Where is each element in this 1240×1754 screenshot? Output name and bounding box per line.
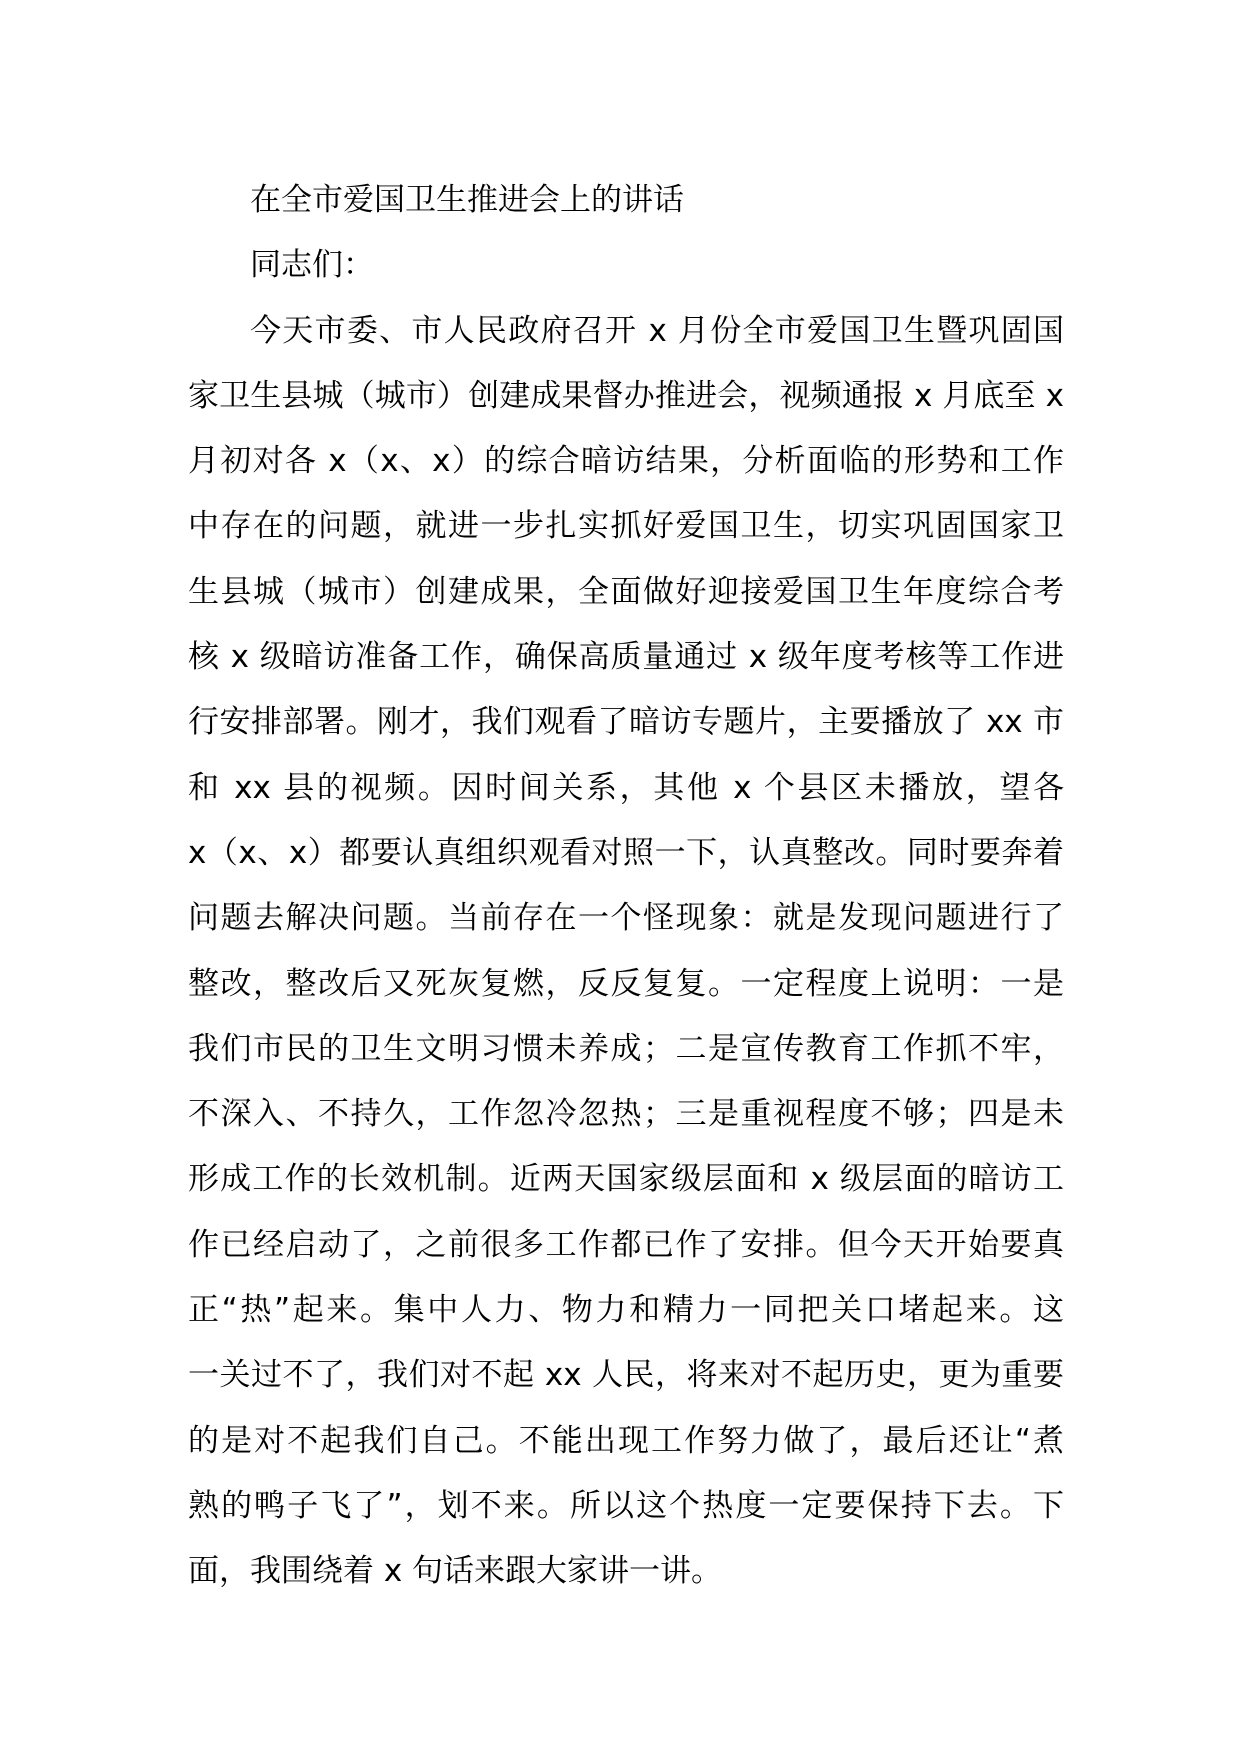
paragraph-line: 整改，整改后又死灰复燃，反反复复。一定程度上说明：一是: [188, 965, 1064, 1002]
paragraph-line: 的是对不起我们自己。不能出现工作努力做了，最后还让“煮: [188, 1422, 1064, 1459]
paragraph-line: 核 x 级暗访准备工作，确保高质量通过 x 级年度考核等工作进: [188, 639, 1064, 676]
paragraph-line: 正“热”起来。集中人力、物力和精力一同把关口堵起来。这: [188, 1292, 1064, 1329]
paragraph-line: 作已经启动了，之前很多工作都已作了安排。但今天开始要真: [188, 1226, 1064, 1263]
paragraph-line: 中存在的问题，就进一步扎实抓好爱国卫生，切实巩固国家卫: [188, 508, 1064, 545]
paragraph-line: 一关过不了，我们对不起 xx 人民，将来对不起历史，更为重要: [188, 1357, 1064, 1394]
paragraph-line: 我们市民的卫生文明习惯未养成；二是宣传教育工作抓不牢，: [188, 1030, 1064, 1067]
paragraph-line: x（x、x）都要认真组织观看对照一下，认真整改。同时要奔着: [188, 834, 1064, 871]
document-body: [188, 168, 1064, 1605]
paragraph-line: 不深入、不持久，工作忽冷忽热；三是重视程度不够；四是未: [188, 1096, 1064, 1133]
paragraph-line: 和 xx 县的视频。因时间关系，其他 x 个县区未播放，望各: [188, 769, 1064, 806]
paragraph-line: 月初对各 x（x、x）的综合暗访结果，分析面临的形势和工作: [188, 443, 1064, 480]
paragraph-line: 行安排部署。刚才，我们观看了暗访专题片，主要播放了 xx 市: [188, 704, 1064, 741]
paragraph-line: 问题去解决问题。当前存在一个怪现象：就是发现问题进行了: [188, 900, 1064, 937]
paragraph-line: 熟的鸭子飞了”，划不来。所以这个热度一定要保持下去。下: [188, 1487, 1064, 1524]
paragraph-line: 今天市委、市人民政府召开 x 月份全市爱国卫生暨巩固国: [250, 312, 1064, 349]
salutation: 同志们：: [250, 247, 374, 284]
paragraph-line: 形成工作的长效机制。近两天国家级层面和 x 级层面的暗访工: [188, 1161, 1064, 1198]
paragraph-line: 生县城（城市）创建成果，全面做好迎接爱国卫生年度综合考: [188, 573, 1064, 610]
paragraph-line-last: 面，我围绕着 x 句话来跟大家讲一讲。: [188, 1553, 723, 1590]
paragraph-line: 家卫生县城（城市）创建成果督办推进会，视频通报 x 月底至 x: [188, 377, 1064, 414]
speech-title: 在全市爱国卫生推进会上的讲话: [250, 182, 684, 218]
